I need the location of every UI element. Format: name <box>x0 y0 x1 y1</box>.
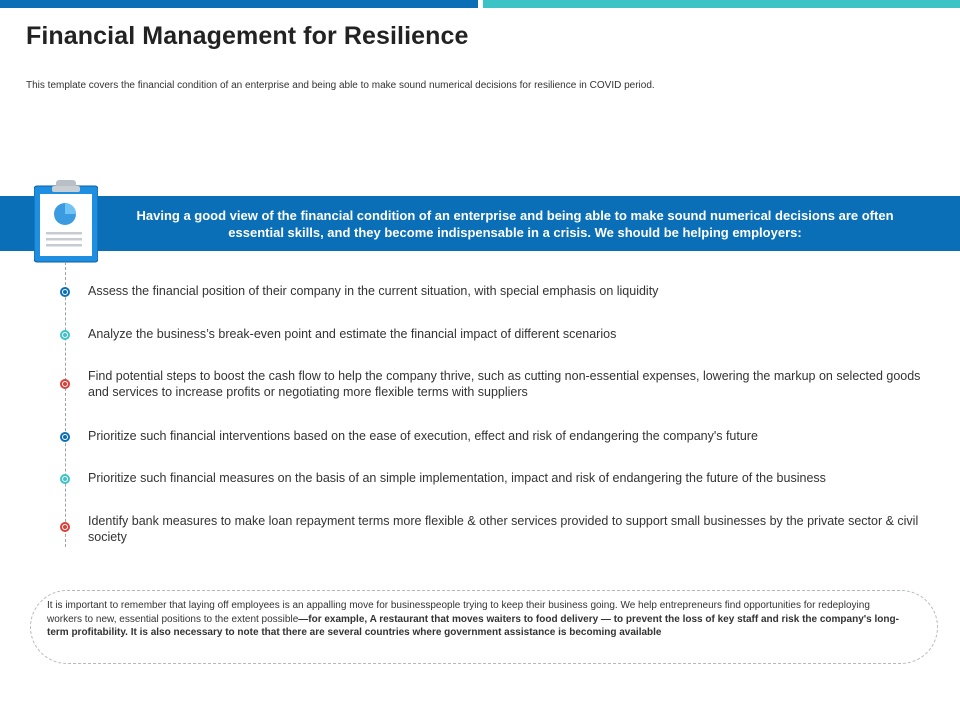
page-title: Financial Management for Resilience <box>26 22 469 50</box>
list-item-text: Find potential steps to boost the cash flow to help the company thrive, such as cutting non-essential expenses, lowering the markup on selected goods and services to increase profits or negotiating more flexible terms with suppliers <box>88 369 921 399</box>
note-text <box>47 599 907 640</box>
list-item-text: Identify bank measures to make loan repayment terms more flexible & other services provided to support small businesses by the private sector & civil society <box>88 514 919 544</box>
bullet-dot <box>60 522 70 532</box>
note-box <box>30 590 938 664</box>
list-item-text: Analyze the business’s break-even point and estimate the financial impact of different scenarios <box>88 327 617 341</box>
list-item-text: Prioritize such financial interventions based on the ease of execution, effect and risk of endangering the company's future <box>88 429 758 443</box>
note-text-bold: —for example, A restaurant that moves waiters to food delivery — to prevent the loss of key staff and risk the company's long-term profitability. It is also necessary to note that there are several countries where government assistance is becoming available <box>47 613 899 638</box>
bullet-dot <box>60 432 70 442</box>
clipboard-icon <box>34 176 98 264</box>
bullet-dot <box>60 287 70 297</box>
banner-text: Having a good view of the financial condition of an enterprise and being able to make sound numerical decisions are often essential skills, and they become indispensable in a crisis. We should be helping employers: <box>136 207 894 240</box>
top-accent-bar-teal <box>483 0 960 8</box>
list-item-text: Prioritize such financial measures on the basis of an simple implementation, impact and risk of endangering the future of the business <box>88 471 826 485</box>
bullet-dot <box>60 379 70 389</box>
bullet-dot <box>60 474 70 484</box>
timeline-line <box>65 262 66 547</box>
page-subtitle: This template covers the financial condition of an enterprise and being able to make sound numerical decisions for resilience in COVID period. <box>26 80 655 91</box>
banner <box>0 196 960 251</box>
list-item-text: Assess the financial position of their company in the current situation, with special emphasis on liquidity <box>88 284 659 298</box>
top-accent-bar-blue <box>0 0 478 8</box>
bullet-dot <box>60 330 70 340</box>
note-text-regular: It is important to remember that laying off employees is an appalling move for businesspeople trying to keep their business going. We help entrepreneurs find opportunities for redeploying workers to new, essential positions to the extent possible <box>47 600 870 625</box>
